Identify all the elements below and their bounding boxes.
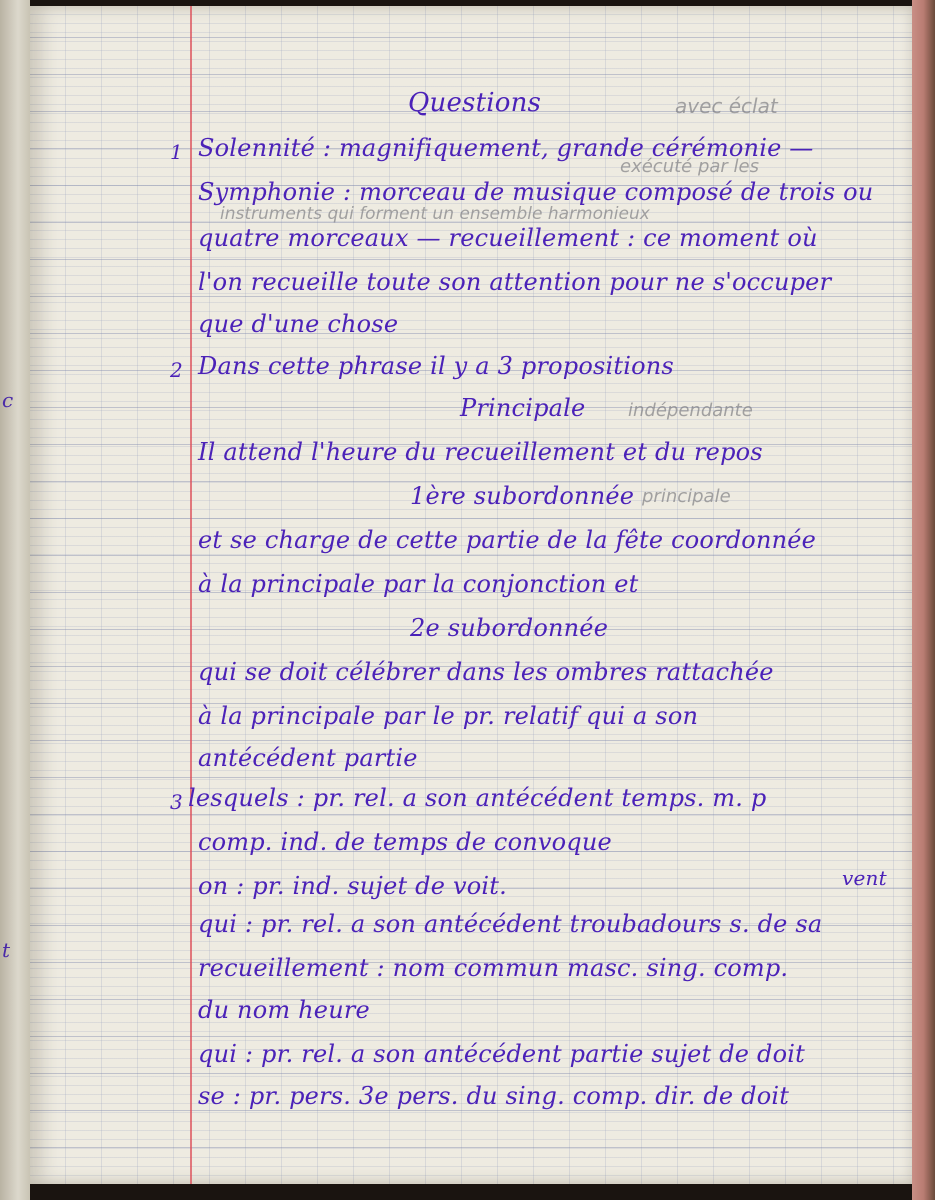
answer-line: antécédent partie — [198, 744, 418, 772]
pencil-note: principale — [642, 486, 731, 507]
left-page-fragment: t — [2, 938, 11, 962]
answer-line: qui : pr. rel. a son antécédent troubadours s. de sa — [198, 910, 823, 938]
previous-page-edge — [0, 0, 30, 1200]
question-number: 2 — [170, 358, 183, 382]
notebook-cover-edge — [912, 0, 935, 1200]
answer-line: quatre morceaux — recueillement : ce moment où — [198, 224, 818, 252]
answer-line: qui se doit célébrer dans les ombres rattachée — [198, 658, 774, 686]
pencil-note: instruments qui forment un ensemble harmonieux — [220, 204, 650, 224]
answer-line: et se charge de cette partie de la fête coordonnée — [198, 526, 817, 554]
margin-line — [190, 6, 192, 1184]
answer-line: Solennité : magnifiquement, grande cérémonie — — [198, 134, 814, 162]
answer-line: recueillement : nom commun masc. sing. comp. — [198, 954, 789, 982]
answer-line: que d'une chose — [198, 310, 399, 338]
pencil-note: avec éclat — [675, 94, 778, 118]
answer-line: on : pr. ind. sujet de voit. — [198, 872, 507, 900]
answer-line: Il attend l'heure du recueillement et du repos — [198, 438, 763, 466]
answer-line: comp. ind. de temps de convoque — [198, 828, 612, 856]
answer-line: Dans cette phrase il y a 3 propositions — [198, 352, 674, 380]
answer-line: Symphonie : morceau de musique composé de trois ou — [198, 178, 874, 206]
answer-line: qui : pr. rel. a son antécédent partie sujet de doit — [198, 1040, 805, 1068]
question-number: 3 — [170, 790, 183, 814]
notebook-page — [30, 6, 915, 1184]
answer-line: à la principale par la conjonction et — [198, 570, 639, 598]
answer-line: vent — [842, 866, 887, 890]
answer-line: 1ère subordonnée — [410, 482, 635, 510]
answer-line: lesquels : pr. rel. a son antécédent temps. m. p — [188, 784, 767, 812]
answer-line: Principale — [460, 394, 586, 422]
pencil-note: exécuté par les — [620, 156, 759, 177]
answer-line: se : pr. pers. 3e pers. du sing. comp. dir. de doit — [198, 1082, 790, 1110]
pencil-note: indépendante — [628, 400, 753, 421]
answer-line: à la principale par le pr. relatif qui a son — [198, 702, 699, 730]
answer-line: 2e subordonnée — [410, 614, 609, 642]
page-title: Questions — [408, 88, 542, 118]
answer-line: du nom heure — [198, 996, 370, 1024]
left-page-fragment: c — [2, 388, 14, 412]
answer-line: l'on recueille toute son attention pour ne s'occuper — [198, 268, 832, 296]
question-number: 1 — [170, 140, 183, 164]
